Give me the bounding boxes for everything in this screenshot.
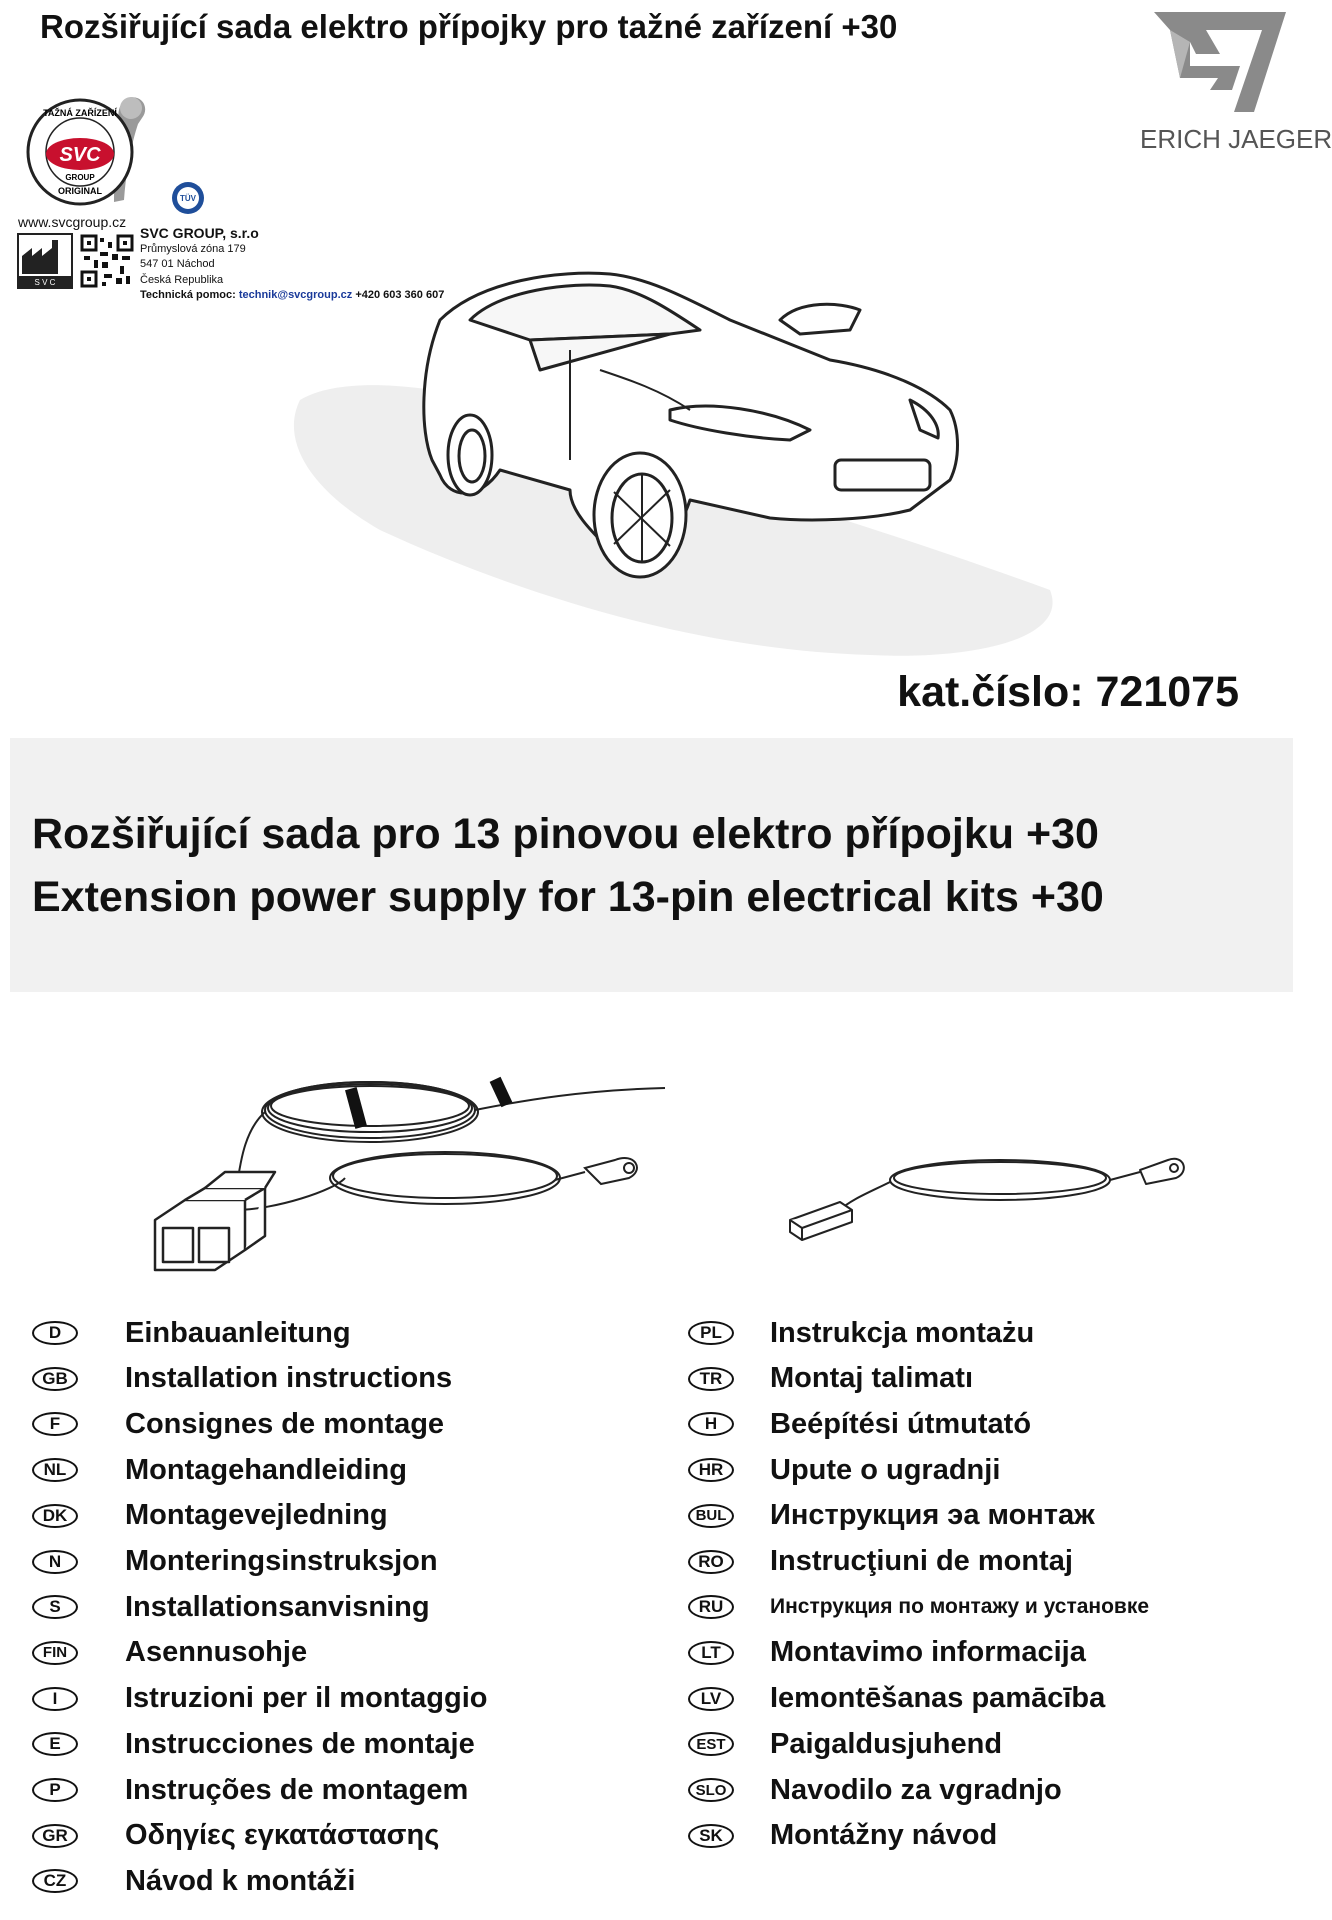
language-code-badge: RU: [688, 1595, 734, 1619]
language-row-ru: [688, 1587, 1210, 1627]
factory-label: S V C: [34, 278, 56, 287]
tuv-label: TÜV: [180, 194, 196, 203]
language-row-hr: [688, 1450, 1210, 1490]
language-code-badge: DK: [32, 1504, 78, 1528]
language-instructions-title: Montavimo informacija: [770, 1636, 1086, 1669]
support-email[interactable]: technik@svcgroup.cz: [238, 289, 353, 301]
language-row-fin: [32, 1633, 565, 1673]
language-code-badge: I: [32, 1687, 78, 1711]
language-instructions-title: Paigaldusjuhend: [770, 1727, 1003, 1760]
language-row-cz: [32, 1861, 565, 1901]
svc-logo: [10, 90, 210, 230]
language-code-badge: CZ: [32, 1869, 78, 1893]
language-row-gb: [32, 1359, 565, 1399]
language-row-bul: [688, 1496, 1210, 1536]
language-instructions-title: Montaj talimatı: [770, 1362, 974, 1395]
language-row-gr: [32, 1816, 565, 1856]
language-code-badge: SK: [688, 1824, 734, 1848]
catalog-number: kat.číslo: 721075: [897, 668, 1239, 716]
language-row-d: [32, 1313, 565, 1353]
address-line-2: 547 01 Náchod: [140, 258, 215, 270]
language-code-badge: SLO: [688, 1778, 734, 1802]
language-instructions-title: Einbauanleitung: [125, 1316, 351, 1349]
language-row-h: [688, 1404, 1210, 1444]
language-row-est: [688, 1724, 1210, 1764]
language-instructions-title: Navodilo za vgradnjo: [770, 1773, 1062, 1806]
language-instructions-title: Installationsanvisning: [125, 1590, 430, 1623]
language-code-badge: H: [688, 1412, 734, 1436]
language-instructions-title: Asennusohje: [125, 1636, 308, 1669]
svc-ring-group-text: GROUP: [65, 173, 95, 182]
language-code-badge: FIN: [32, 1641, 78, 1665]
svc-logo-text: SVC: [59, 144, 101, 166]
language-instructions-title: Инструкция по монтажу и установке: [770, 1595, 1150, 1619]
language-code-badge: S: [32, 1595, 78, 1619]
support-label: Technická pomoc:: [140, 289, 236, 301]
language-code-badge: GB: [32, 1367, 78, 1391]
language-instructions-title: Montagehandleiding: [125, 1453, 407, 1486]
language-instructions-title: Beépítési útmutató: [770, 1407, 1032, 1440]
language-code-badge: E: [32, 1732, 78, 1756]
language-code-badge: GR: [32, 1824, 78, 1848]
language-row-p: [32, 1770, 565, 1810]
qr-code-icon: [80, 234, 134, 288]
language-instructions-title: Monteringsinstruksjon: [125, 1545, 438, 1577]
wiring-harness-illustration: [145, 1060, 675, 1280]
language-row-sk: [688, 1816, 1210, 1856]
language-instructions-title: Instrucţiuni de montaj: [770, 1545, 1073, 1577]
language-code-badge: LT: [688, 1641, 734, 1665]
language-code-badge: TR: [688, 1367, 734, 1391]
language-row-f: [32, 1404, 565, 1444]
language-row-slo: [688, 1770, 1210, 1810]
language-instructions-title: Istruzioni per il montaggio: [125, 1682, 488, 1715]
language-instructions-title: Iemontēšanas pamācība: [770, 1682, 1106, 1715]
language-row-lv: [688, 1679, 1210, 1719]
language-row-lt: [688, 1633, 1210, 1673]
language-instructions-title: Consignes de montage: [125, 1407, 445, 1440]
language-row-pl: [688, 1313, 1210, 1353]
language-instructions-title: Upute o ugradnji: [770, 1453, 1001, 1486]
language-code-badge: D: [32, 1321, 78, 1345]
language-instructions-title: Инструкция эа монтаж: [770, 1499, 1095, 1532]
erich-jaeger-logo: [1150, 8, 1290, 120]
language-instructions-title: Instrukcja montażu: [770, 1316, 1035, 1349]
power-lead-illustration: [780, 1140, 1190, 1260]
language-instructions-title: Montážny návod: [770, 1819, 998, 1852]
language-code-badge: EST: [688, 1732, 734, 1756]
car-illustration: [270, 260, 1090, 670]
language-row-i: [32, 1679, 565, 1719]
language-row-s: [32, 1587, 565, 1627]
language-code-badge: NL: [32, 1458, 78, 1482]
language-code-badge: RO: [688, 1550, 734, 1574]
language-code-badge: N: [32, 1550, 78, 1574]
language-code-badge: BUL: [688, 1504, 734, 1528]
product-title-cz: Rozšiřující sada pro 13 pinovou elektro přípojku +30: [32, 810, 1099, 858]
svc-ring-bottom-text: ORIGINAL: [58, 186, 102, 196]
language-row-dk: [32, 1496, 565, 1536]
support-phone: +420 603 360 607: [355, 289, 445, 301]
address-line-3: Česká Republika: [140, 273, 224, 286]
language-code-badge: HR: [688, 1458, 734, 1482]
language-row-ro: [688, 1542, 1210, 1582]
language-instructions-title: Návod k montáži: [125, 1864, 356, 1897]
svc-url: www.svcgroup.cz: [18, 214, 127, 230]
language-instructions-title: Οδηγίες εγκατάστασης: [125, 1819, 440, 1852]
language-row-e: [32, 1724, 565, 1764]
language-instructions-title: Installation instructions: [125, 1362, 453, 1395]
language-row-tr: [688, 1359, 1210, 1399]
language-row-n: [32, 1542, 565, 1582]
factory-icon: [18, 234, 72, 288]
document-title: Rozšiřující sada elektro přípojky pro tažné zařízení +30: [40, 8, 898, 45]
language-code-badge: PL: [688, 1321, 734, 1345]
language-instructions-title: Instrucciones de montaje: [125, 1727, 475, 1760]
address-line-1: Průmyslová zóna 179: [140, 242, 246, 255]
svc-ring-top-text: TAŽNÁ ZAŘÍZENÍ: [43, 108, 117, 118]
company-name: SVC GROUP, s.r.o: [140, 225, 259, 241]
language-instructions-title: Montagevejledning: [125, 1499, 388, 1532]
language-instructions-title: Instruções de montagem: [125, 1773, 469, 1806]
language-code-badge: P: [32, 1778, 78, 1802]
language-code-badge: LV: [688, 1687, 734, 1711]
product-title-en: Extension power supply for 13-pin electrical kits +30: [32, 873, 1104, 921]
language-row-nl: [32, 1450, 565, 1490]
language-code-badge: F: [32, 1412, 78, 1436]
brand-name: ERICH JAEGER: [1140, 124, 1332, 154]
title-band: [10, 738, 1293, 992]
